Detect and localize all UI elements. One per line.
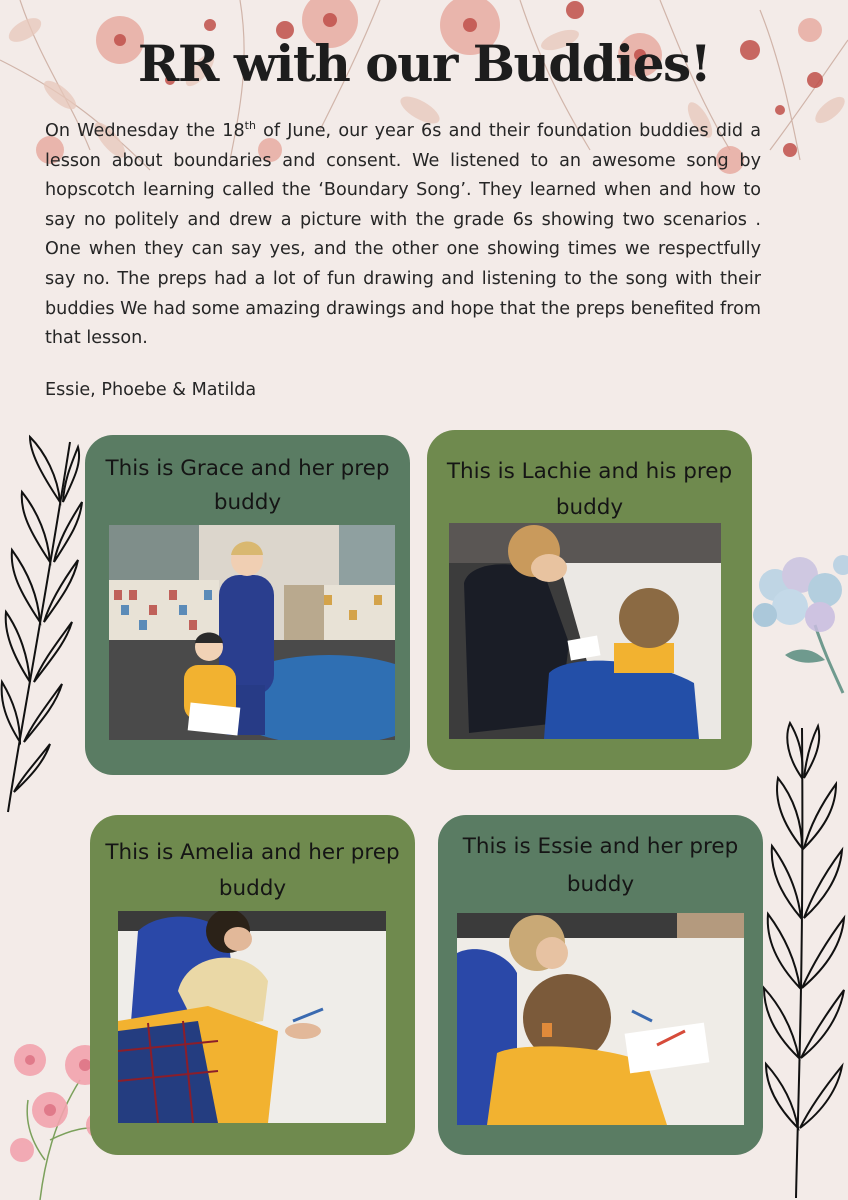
right-fern-decoration [756, 718, 848, 1200]
photo-grace-library [109, 525, 395, 740]
photo-essie-drawing [457, 913, 744, 1125]
card-caption-line1: This is Essie and her prep [462, 834, 739, 859]
date-ordinal: th [244, 119, 256, 133]
article-text: of June, our year 6s and their foundation buddies did a lesson about boundaries and consent. We listened to an awesome song by hopscotch learning called the ‘Boundary Song’. They learned when and how to say no politely and drew a picture with the grade 6s showing two scenarios . One when they can say yes, and the other one showing times we respectfully say no. The preps had a lot of fun drawing and listening to the song with their buddies We had some amazing drawings and hope that the preps benefited from that lesson. [45, 121, 761, 349]
photo-lachie-drawing [449, 523, 721, 739]
photo-card-amelia [90, 815, 415, 1155]
card-caption-line2: buddy [218, 876, 287, 901]
article-authors: Essie, Phoebe & Matilda [45, 380, 257, 400]
page-title: RR with our Buddies! [137, 34, 711, 93]
card-caption-line1: This is Grace and her prep [105, 456, 390, 481]
left-fern-decoration [0, 432, 96, 817]
photo-card-essie [438, 815, 763, 1155]
card-caption-line2: buddy [213, 490, 282, 515]
photo-card-lachie [427, 430, 752, 770]
photo-card-grace [85, 435, 410, 775]
card-caption-line2: buddy [555, 495, 624, 520]
card-caption-line1: This is Amelia and her prep [105, 840, 400, 865]
photo-amelia-drawing [118, 911, 386, 1123]
article-body [45, 117, 761, 354]
article-intro: On Wednesday the 18 [45, 121, 245, 141]
hydrangea-decoration [745, 545, 848, 695]
card-caption-line2: buddy [566, 872, 635, 897]
card-caption-line1: This is Lachie and his prep [446, 459, 733, 484]
